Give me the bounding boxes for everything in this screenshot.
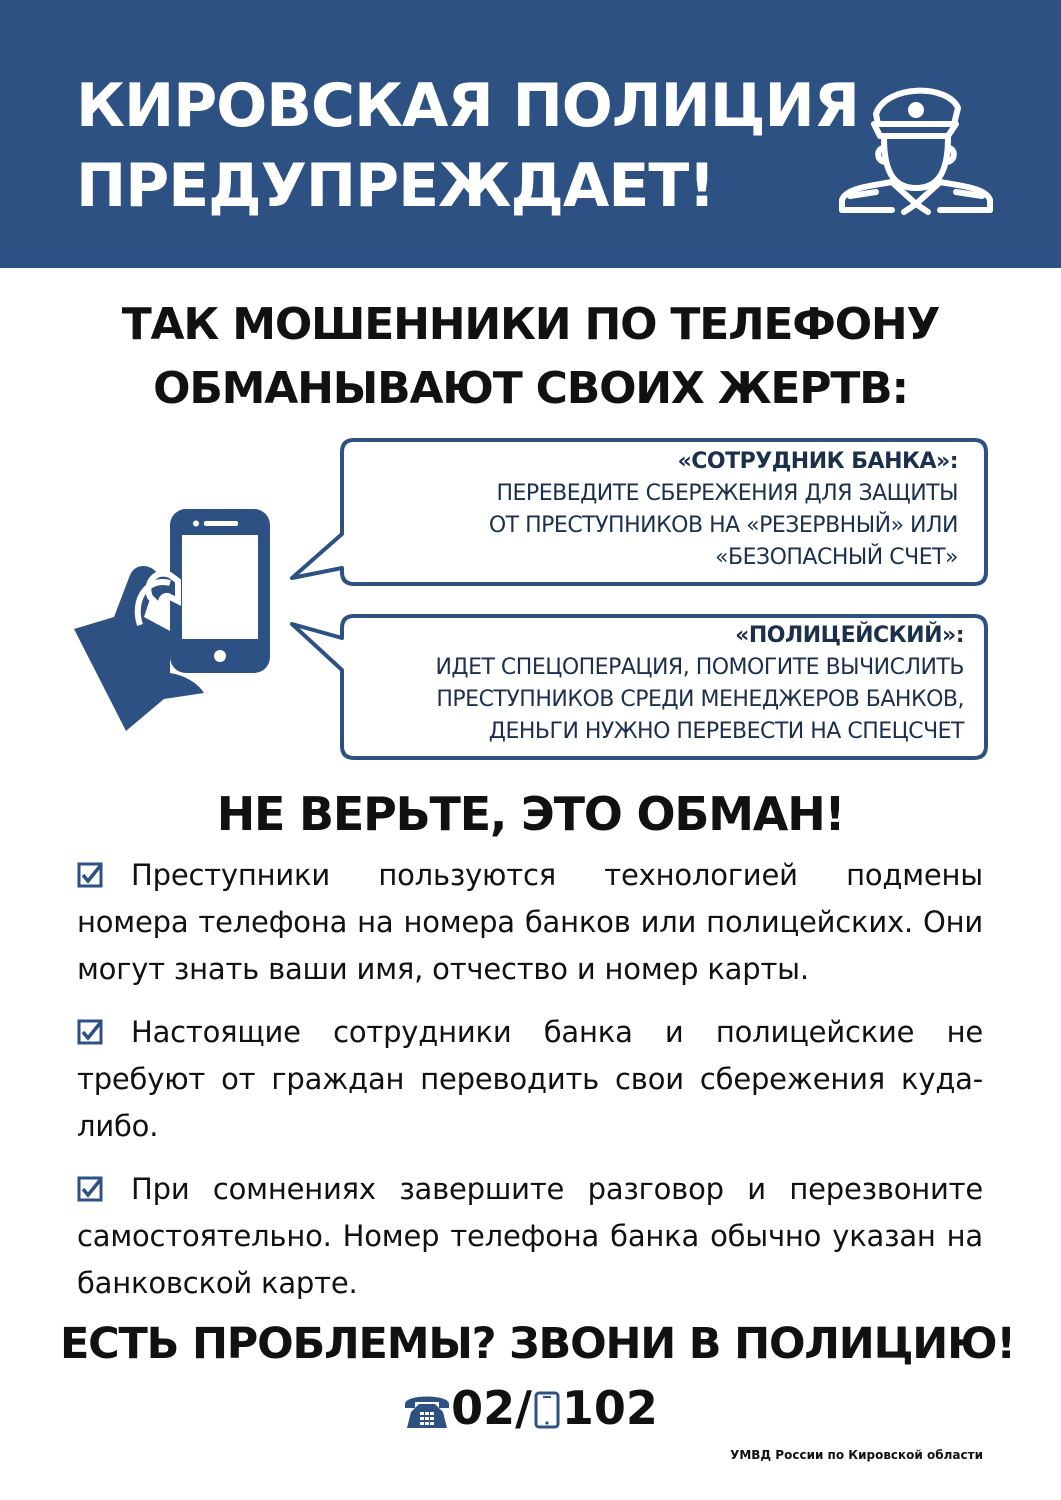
- advice-item: [77, 1009, 983, 1150]
- speech-bubble-police-text: [340, 620, 964, 748]
- advice-item: [77, 1166, 983, 1307]
- bubble-line: ОТ ПРЕСТУПНИКОВ НА «РЕЗЕРВНЫЙ» ИЛИ: [488, 513, 958, 538]
- header-banner: [0, 0, 1061, 268]
- bubble-line: ПЕРЕВЕДИТЕ СБЕРЕЖЕНИЯ ДЛЯ ЗАЩИТЫ: [496, 481, 958, 506]
- advice-text: Настоящие сотрудники банка и полицейские не требуют от граждан переводить свои сбережения куда-либо.: [77, 1015, 983, 1143]
- footer-credit: УМВД России по Кировской области: [730, 1448, 983, 1462]
- checkbox-checked-icon: [77, 1019, 103, 1045]
- subtitle-line2: ОБМАНЫВАЮТ СВОИХ ЖЕРТВ:: [153, 363, 908, 414]
- bubble-line: «БЕЗОПАСНЫЙ СЧЕТ»: [715, 545, 958, 570]
- bubble-line: ДЕНЬГИ НУЖНО ПЕРЕВЕСТИ НА СПЕЦСЧЕТ: [488, 719, 964, 744]
- header-title-line1: КИРОВСКАЯ ПОЛИЦИЯ: [76, 71, 859, 141]
- phone-numbers: [300, 1376, 761, 1440]
- call-to-action: ЕСТЬ ПРОБЛЕМЫ? ЗВОНИ В ПОЛИЦИЮ!: [60, 1319, 1015, 1369]
- advice-list: [77, 852, 983, 1307]
- telephone-icon: [403, 1382, 451, 1446]
- bubble-line: ПРЕСТУПНИКОВ СРЕДИ МЕНЕДЖЕРОВ БАНКОВ,: [436, 687, 964, 712]
- bubble-line: ИДЕТ СПЕЦОПЕРАЦИЯ, ПОМОГИТЕ ВЫЧИСЛИТЬ: [435, 655, 964, 680]
- police-officer-icon: [836, 78, 996, 218]
- header-title-line2: ПРЕДУПРЕЖДАЕТ!: [76, 151, 715, 221]
- checkbox-checked-icon: [77, 862, 103, 888]
- mobile-number: 102: [561, 1381, 658, 1435]
- header-title: [76, 66, 859, 226]
- subtitle-line1: ТАК МОШЕННИКИ ПО ТЕЛЕФОНУ: [121, 299, 940, 350]
- speech-bubble-bank-text: [340, 446, 958, 574]
- speaker-police: «ПОЛИЦЕЙСКИЙ»:: [735, 623, 964, 648]
- checkbox-checked-icon: [77, 1176, 103, 1202]
- speaker-bank: «СОТРУДНИК БАНКА»:: [677, 449, 958, 474]
- subtitle: [60, 293, 1001, 421]
- advice-text: При сомнениях завершите разговор и перезвоните самостоятельно. Номер телефона банка обычно указан на банковской карте.: [77, 1172, 983, 1300]
- landline-number: 02/: [451, 1381, 532, 1435]
- mobile-phone-icon: [532, 1382, 562, 1446]
- warning-heading: НЕ ВЕРЬТЕ, ЭТО ОБМАН!: [216, 787, 845, 841]
- advice-text: Преступники пользуются технологией подмены номера телефона на номера банков или полицейских. Они могут знать ваши имя, отчество и номер карты.: [77, 858, 983, 986]
- hand-holding-phone-icon: [74, 505, 284, 735]
- advice-item: [77, 852, 983, 993]
